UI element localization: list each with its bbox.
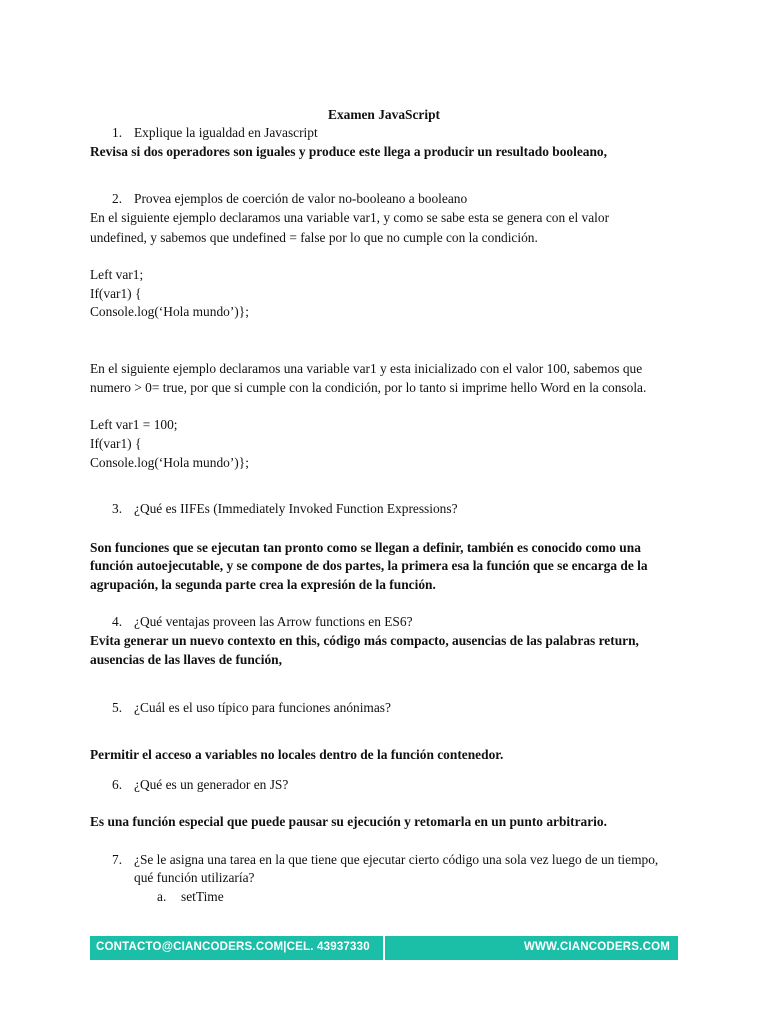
answer-2-paragraph-2-line-2: numero > 0= true, por que si cumple con la condición, por lo tanto si imprime hello Word en la consola.: [90, 380, 647, 395]
answer-2-paragraph-2-line-1: En el siguiente ejemplo declaramos una variable var1 y esta inicializado con el valor 100, sabemos que: [90, 361, 643, 376]
question-7-text-line-1: ¿Se le asigna una tarea en la que tiene que ejecutar cierto código una sola vez luego de un tiempo,: [134, 852, 659, 867]
footer-bar: [90, 936, 678, 960]
footer-divider: [383, 936, 385, 960]
code-example-2-line-3: Console.log(‘Hola mundo’)};: [90, 455, 249, 470]
question-1-number: 1.: [112, 125, 123, 140]
question-5-number: 5.: [112, 700, 123, 715]
answer-6: Es una función especial que puede pausar su ejecución y retomarla en un punto arbitrario.: [90, 814, 607, 829]
sub-item-a-text: setTime: [181, 889, 224, 904]
question-7-number: 7.: [112, 852, 123, 867]
question-4-number: 4.: [112, 614, 123, 629]
code-example-2-line-1: Left var1 = 100;: [90, 417, 178, 432]
code-example-1-line-2: If(var1) {: [90, 286, 142, 301]
answer-4-line-2: ausencias de las llaves de función,: [90, 652, 282, 667]
question-2-number: 2.: [112, 191, 123, 206]
code-example-1-line-1: Left var1;: [90, 267, 144, 282]
document-title: Examen JavaScript: [328, 107, 440, 122]
answer-4-line-1: Evita generar un nuevo contexto en this, código más compacto, ausencias de las palabras return,: [90, 633, 639, 648]
code-example-1-line-3: Console.log(‘Hola mundo’)};: [90, 304, 249, 319]
question-6-text: ¿Qué es un generador en JS?: [134, 777, 289, 792]
question-3-number: 3.: [112, 501, 123, 516]
question-7-text-line-2: qué función utilizaría?: [134, 870, 255, 885]
question-1-text: Explique la igualdad en Javascript: [134, 125, 318, 140]
answer-1: Revisa si dos operadores son iguales y produce este llega a producir un resultado booleano,: [90, 144, 607, 159]
code-example-2-line-2: If(var1) {: [90, 436, 142, 451]
sub-item-a-label: a.: [157, 889, 167, 904]
footer-contact: CONTACTO@CIANCODERS.COM|CEL. 43937330: [96, 941, 370, 953]
question-3-text: ¿Qué es IIFEs (Immediately Invoked Function Expressions?: [134, 501, 458, 516]
answer-3-line-1: Son funciones que se ejecutan tan pronto como se llegan a definir, también es conocido como una: [90, 540, 641, 555]
answer-2-paragraph-1-line-1: En el siguiente ejemplo declaramos una variable var1, y como se sabe esta se genera con el valor: [90, 210, 610, 225]
question-2-text: Provea ejemplos de coerción de valor no-booleano a booleano: [134, 191, 468, 206]
answer-5: Permitir el acceso a variables no locales dentro de la función contenedor.: [90, 747, 504, 762]
answer-3-line-3: agrupación, la segunda parte crea la expresión de la función.: [90, 577, 436, 592]
answer-3-line-2: función autoejecutable, y se compone de dos partes, la primera esa la función que se encarga de la: [90, 558, 648, 573]
question-4-text: ¿Qué ventajas proveen las Arrow functions en ES6?: [134, 614, 413, 629]
footer-website: WWW.CIANCODERS.COM: [523, 941, 670, 953]
question-6-number: 6.: [112, 777, 123, 792]
answer-2-paragraph-1-line-2: undefined, y sabemos que undefined = false por lo que no cumple con la condición.: [90, 230, 538, 245]
question-5-text: ¿Cuál es el uso típico para funciones anónimas?: [134, 700, 391, 715]
